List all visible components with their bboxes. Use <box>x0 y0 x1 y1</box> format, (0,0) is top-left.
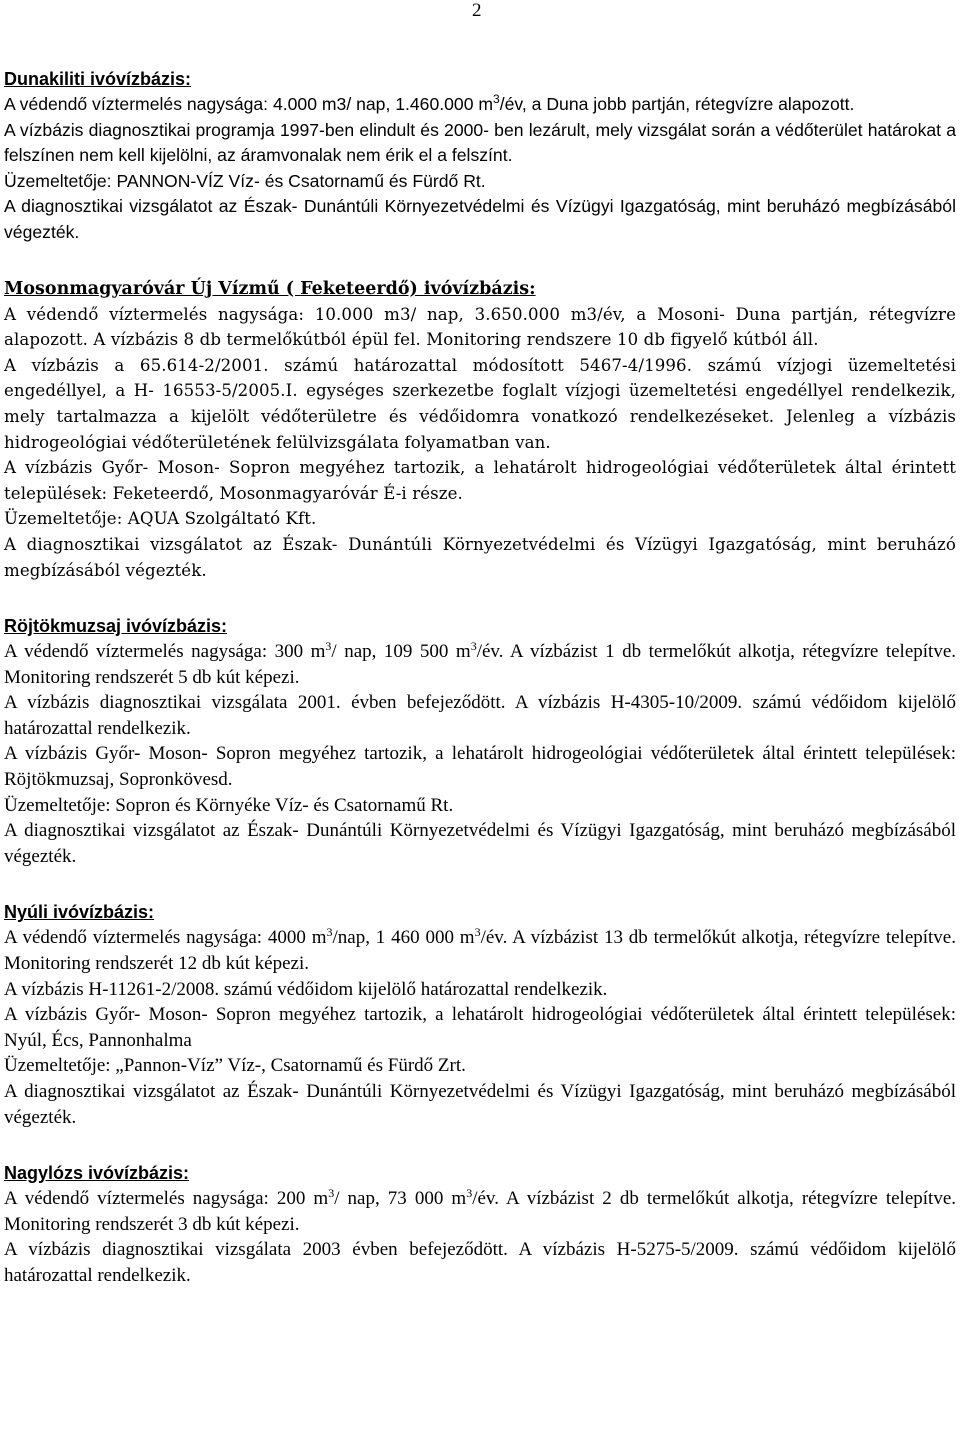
paragraph: A vízbázis a 65.614-2/2001. számú határozattal módosított 5467-4/1996. számú vízjogi üzemeltetési engedéllyel, a H- 16553-5/2005.I. egységes szerkezetbe foglalt vízjogi üzemeltetési engedéllyel rendelkezik, mely tartalmazza a kijelölt védőterületre és védőidomra vonatkozó rendelkezéseket. Jelenleg a vízbázis hidrogeológiai védőterületének felülvizsgálata folyamatban van. <box>4 355 956 452</box>
paragraph-operator: Üzemeltetője: Sopron és Környéke Víz- és Csatornamű Rt. <box>4 794 454 816</box>
paragraph-capacity: A védendő víztermelés nagysága: 300 $m^3/$ nap, 109 500 $m^3/év$. A vízbázist 1 db termelőkút alkotja, rétegvízre telepítve. Monitoring rendszerét 5 db kút képezi. <box>4 639 956 688</box>
paragraph-operator: Üzemeltetője: AQUA Szolgáltató Kft. <box>4 509 317 529</box>
section-heading: Dunakiliti ivóvízbázis: <box>4 69 192 89</box>
paragraph-capacity: A védendő víztermelés nagysága: 4.000 m3/ nap, 1.460.000 $m^3/év$, a Duna jobb partján, rétegvízre alapozott. <box>4 92 855 114</box>
paragraph-capacity: A védendő víztermelés nagysága: 4000 $m^3$/nap, 1 460 000 $m^3/év$. A vízbázist 13 db termelőkút alkotja, rétegvízre telepítve. Monitoring rendszerét 12 db kút képezi. <box>4 925 956 975</box>
section-dunakiliti <box>4 66 956 246</box>
section-nagylozs <box>4 1160 956 1288</box>
section-heading: Mosonmagyaróvár Új Vízmű ( Feketeerdő) ivóvízbázis: <box>4 278 536 299</box>
page-number: 2 <box>472 0 482 21</box>
section-gap <box>4 1130 956 1160</box>
paragraph-capacity: A védendő víztermelés nagysága: 10.000 m3/ nap, 3.650.000 m3/év, a Mosoni- Duna partján, rétegvízre alapozott. A vízbázis 8 db termelőkútból épül fel. Monitoring rendszere 10 db figyelő kútból áll. <box>4 304 956 350</box>
document-body <box>4 66 956 1289</box>
section-heading: Nagylózs ivóvízbázis: <box>4 1163 190 1184</box>
paragraph: A diagnosztikai vizsgálatot az Észak- Dunántúli Környezetvédelmi és Vízügyi Igazgatóság, mint beruházó megbízásából végezték. <box>4 1081 956 1128</box>
paragraph: A vízbázis diagnosztikai vizsgálata 2001. évben befejeződött. A vízbázis H-4305-10/2009. számú védőidom kijelölő határozattal rendelkezik. <box>4 692 956 739</box>
paragraph: A diagnosztikai vizsgálatot az Észak- Dunántúli Környezetvédelmi és Vízügyi Igazgatóság, mint beruházó megbízásából végezték. <box>4 196 956 242</box>
section-mosonmagyarovar <box>4 276 956 584</box>
paragraph: A vízbázis Győr- Moson- Sopron megyéhez tartozik, a lehatárolt hidrogeológiai védőterületek által érintett települések: Feketeerdő, Mosonmagyaróvár É-i része. <box>4 458 956 503</box>
paragraph: A vízbázis Győr- Moson- Sopron megyéhez tartozik, a lehatárolt hidrogeológiai védőterületek által érintett települések: Röjtökmuzsaj, Sopronkövesd. <box>4 743 956 791</box>
section-nyul <box>4 899 956 1130</box>
paragraph: A diagnosztikai vizsgálatot az Észak- Dunántúli Környezetvédelmi és Vízügyi Igazgatóság, mint beruházó megbízásából végezték. <box>4 534 956 580</box>
paragraph-operator: Üzemeltetője: „Pannon-Víz” Víz-, Csatornamű és Fürdő Zrt. <box>4 1055 466 1077</box>
section-gap <box>4 869 956 899</box>
paragraph-capacity: A védendő víztermelés nagysága: 200 $m^3/$ nap, 73 000 $m^3/év$. A vízbázist 2 db termelőkút alkotja, rétegvízre telepítve. Monitoring rendszerét 3 db kút képezi. <box>4 1186 957 1235</box>
section-rojtokmuzsaj <box>4 613 956 869</box>
section-heading: Röjtökmuzsaj ivóvízbázis: <box>4 616 228 637</box>
paragraph-operator: Üzemeltetője: PANNON-VÍZ Víz- és Csatornamű és Fürdő Rt. <box>4 170 486 191</box>
paragraph: A vízbázis diagnosztikai vizsgálata 2003 évben befejeződött. A vízbázis H-5275-5/2009. számú védőidom kijelölő határozattal rendelkezik. <box>4 1239 956 1286</box>
section-heading: Nyúli ivóvízbázis: <box>4 902 155 923</box>
paragraph: A vízbázis Győr- Moson- Sopron megyéhez tartozik, a lehatárolt hidrogeológiai védőterületek által érintett települések: Nyúl, Écs, Pannonhalma <box>4 1004 956 1051</box>
paragraph: A vízbázis diagnosztikai programja 1997-ben elindult és 2000- ben lezárult, mely vizsgálat során a védőterület határokat a felszínen nem kell kijelölni, az áramvonalak nem érik el a felszínt. <box>4 119 956 166</box>
paragraph: A diagnosztikai vizsgálatot az Észak- Dunántúli Környezetvédelmi és Vízügyi Igazgatóság, mint beruházó megbízásából végezték. <box>4 820 956 867</box>
section-gap <box>4 583 956 613</box>
paragraph: A vízbázis H-11261-2/2008. számú védőidom kijelölő határozattal rendelkezik. <box>4 978 608 1000</box>
section-gap <box>4 246 956 276</box>
